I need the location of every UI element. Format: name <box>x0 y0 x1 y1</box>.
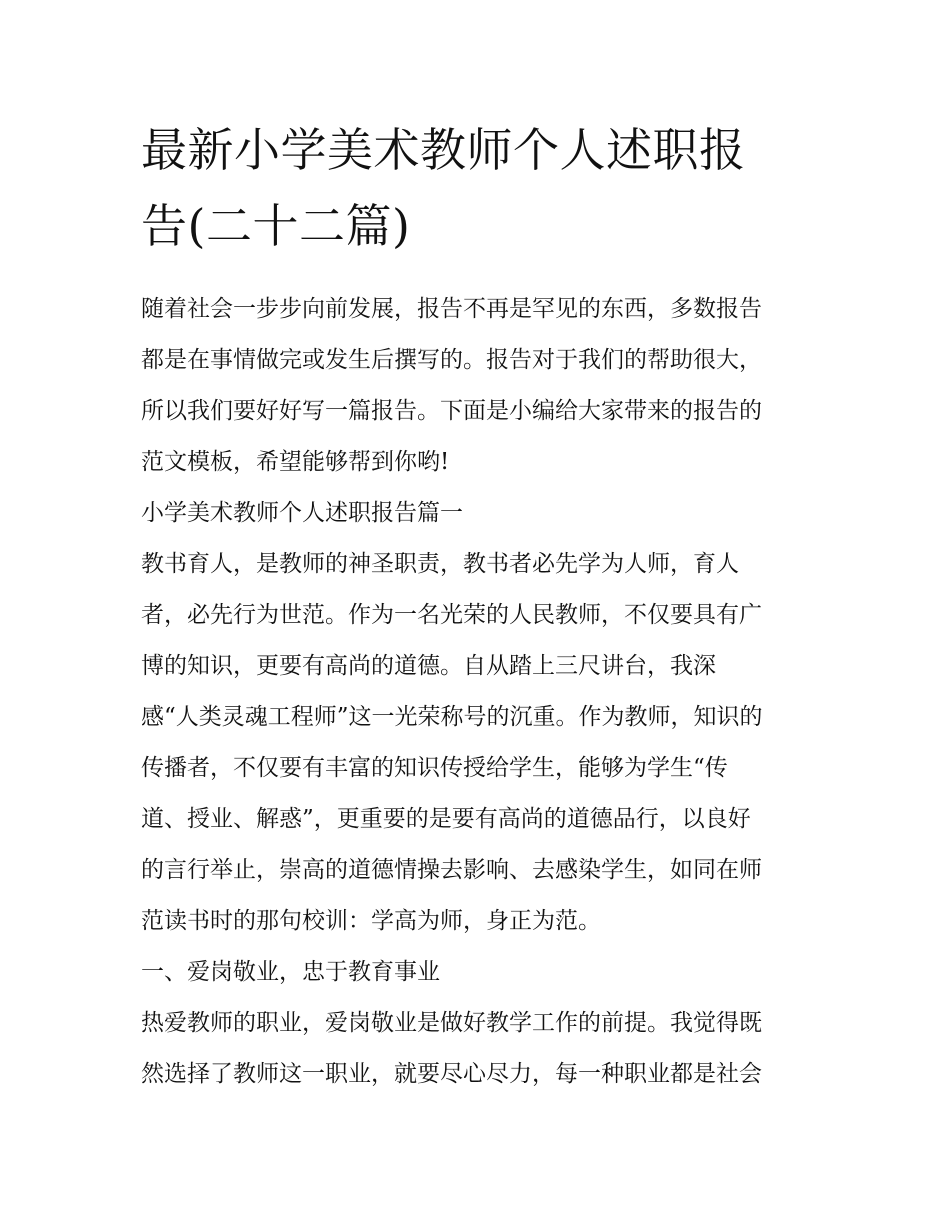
text-line: 都是在事情做完或发生后撰写的。报告对于我们的帮助很大， <box>141 347 762 373</box>
text-line: 教书育人，是教师的神圣职责，教书者必先学为人师，育人 <box>141 551 739 577</box>
heading-line: 一、爱岗敬业，忠于教育事业 <box>141 959 440 985</box>
intro-paragraph <box>141 284 813 488</box>
text-line: 博的知识，更要有高尚的道德。自从踏上三尺讲台，我深 <box>141 653 716 679</box>
heading-line: 小学美术教师个人述职报告篇一 <box>141 500 463 526</box>
text-line: 感“人类灵魂工程师”这一光荣称号的沉重。作为教师，知识的 <box>141 704 763 730</box>
section-heading <box>141 488 813 539</box>
title-line: 告(二十二篇) <box>141 199 411 253</box>
body-paragraph <box>141 998 813 1100</box>
body-paragraph <box>141 539 813 947</box>
text-line: 范文模板，希望能够帮到你哟! <box>141 449 450 475</box>
document-title <box>141 112 813 264</box>
text-line: 所以我们要好好写一篇报告。下面是小编给大家带来的报告的 <box>141 398 762 424</box>
title-line: 最新小学美术教师个人述职报 <box>141 123 746 177</box>
text-line: 者，必先行为世范。作为一名光荣的人民教师，不仅要具有广 <box>141 602 762 628</box>
text-line: 热爱教师的职业，爱岗敬业是做好教学工作的前提。我觉得既 <box>141 1010 762 1036</box>
text-line: 的言行举止，崇高的道德情操去影响、去感染学生，如同在师 <box>141 857 762 883</box>
text-line: 道、授业、解惑”，更重要的是要有高尚的道德品行，以良好 <box>141 806 751 832</box>
text-line: 然选择了教师这一职业，就要尽心尽力，每一种职业都是社会 <box>141 1061 762 1087</box>
text-line: 范读书时的那句校训：学高为师，身正为范。 <box>141 908 601 934</box>
subsection-heading <box>141 947 813 998</box>
document-body <box>141 284 813 1100</box>
text-line: 随着社会一步步向前发展，报告不再是罕见的东西，多数报告 <box>141 296 762 322</box>
document-page <box>141 112 813 1100</box>
text-line: 传播者，不仅要有丰富的知识传授给学生，能够为学生“传 <box>141 755 728 781</box>
